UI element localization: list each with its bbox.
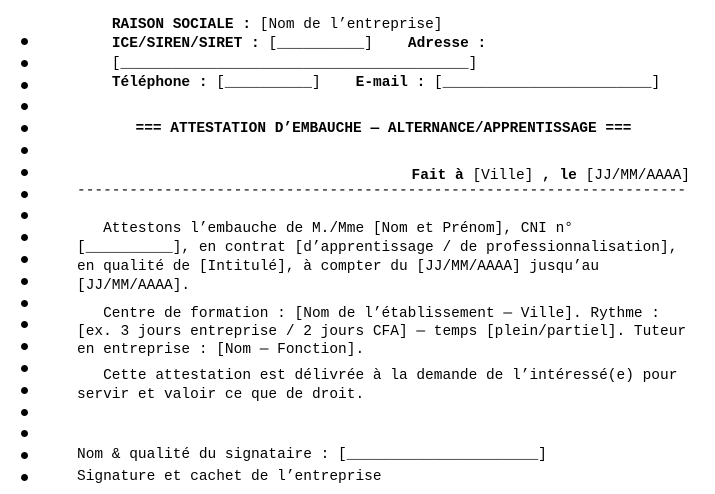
bullet-marker bbox=[21, 169, 28, 176]
signer-name-line: Nom & qualité du signataire : [______________________] bbox=[77, 447, 547, 463]
bullet-marker bbox=[21, 365, 28, 372]
bullet-marker bbox=[21, 60, 28, 67]
paragraph-embauche-line-1: Attestons l’embauche de M./Mme [Nom et Prénom], CNI n° bbox=[77, 221, 573, 237]
raison-sociale-label: RAISON SOCIALE : bbox=[111, 17, 260, 33]
bullet-marker bbox=[21, 343, 28, 350]
bullet-marker bbox=[21, 82, 28, 89]
document-title: === ATTESTATION D’EMBAUCHE — ALTERNANCE/APPRENTISSAGE === bbox=[135, 121, 632, 137]
bullet-marker bbox=[21, 387, 28, 394]
paragraph-embauche-line-4: [JJ/MM/AAAA]. bbox=[77, 278, 191, 294]
adresse-value: [________________________________________] bbox=[111, 55, 478, 72]
paragraph-formation-line-1: Centre de formation : [Nom de l’établissement — Ville]. Rythme : bbox=[77, 306, 660, 322]
paragraph-droit-line-1: Cette attestation est délivrée à la demande de l’intéressé(e) pour bbox=[77, 368, 678, 384]
bullet-marker bbox=[21, 212, 28, 219]
bullet-marker bbox=[21, 38, 28, 45]
date-placeholder: [JJ/MM/AAAA] bbox=[585, 168, 690, 184]
bullet-marker bbox=[21, 321, 28, 328]
ice-siren-siret-label: ICE/SIREN/SIRET : bbox=[111, 36, 269, 52]
email-label: E-mail : bbox=[355, 75, 434, 91]
bullet-marker bbox=[21, 234, 28, 241]
bullet-marker bbox=[21, 452, 28, 459]
paragraph-embauche-line-2: [__________], en contrat [d’apprentissage / de professionnalisation], bbox=[77, 240, 678, 256]
bullet-marker bbox=[21, 300, 28, 307]
paragraph-formation-line-3: en entreprise : [Nom — Fonction]. bbox=[77, 342, 365, 358]
telephone-label: Téléphone : bbox=[111, 75, 217, 91]
bullet-marker bbox=[21, 430, 28, 437]
email-value: [________________________] bbox=[433, 75, 661, 91]
adresse-label: Adresse : bbox=[407, 36, 487, 52]
paragraph-droit-line-2: servir et valoir ce que de droit. bbox=[77, 387, 365, 403]
signature-stamp-line: Signature et cachet de l’entreprise bbox=[77, 469, 382, 485]
bullet-marker bbox=[21, 125, 28, 132]
bullet-marker bbox=[21, 147, 28, 154]
bullet-marker bbox=[21, 278, 28, 285]
bullet-marker bbox=[21, 191, 28, 198]
bullet-marker bbox=[21, 474, 28, 481]
bullet-marker bbox=[21, 103, 28, 110]
telephone-email-line bbox=[77, 55, 661, 109]
paragraph-formation-line-2: [ex. 3 jours entreprise / 2 jours CFA] — temps [plein/partiel]. Tuteur bbox=[77, 324, 687, 340]
ville-placeholder: [Ville] bbox=[472, 168, 534, 184]
ice-siren-siret-value: [__________] bbox=[268, 36, 373, 52]
le-label: , le bbox=[533, 168, 586, 184]
fait-a-label: Fait à bbox=[411, 168, 473, 184]
paragraph-embauche-line-3: en qualité de [Intitulé], à compter du [JJ/MM/AAAA] jusqu’au bbox=[77, 259, 600, 275]
raison-sociale-value: [Nom de l’entreprise] bbox=[259, 17, 443, 33]
bullet-marker bbox=[21, 409, 28, 416]
margin-bullet-rail bbox=[21, 38, 28, 494]
divider-rule: ---------------------------------------------------------------------- bbox=[77, 183, 687, 199]
bullet-marker bbox=[21, 256, 28, 263]
telephone-value: [__________] bbox=[216, 75, 321, 91]
